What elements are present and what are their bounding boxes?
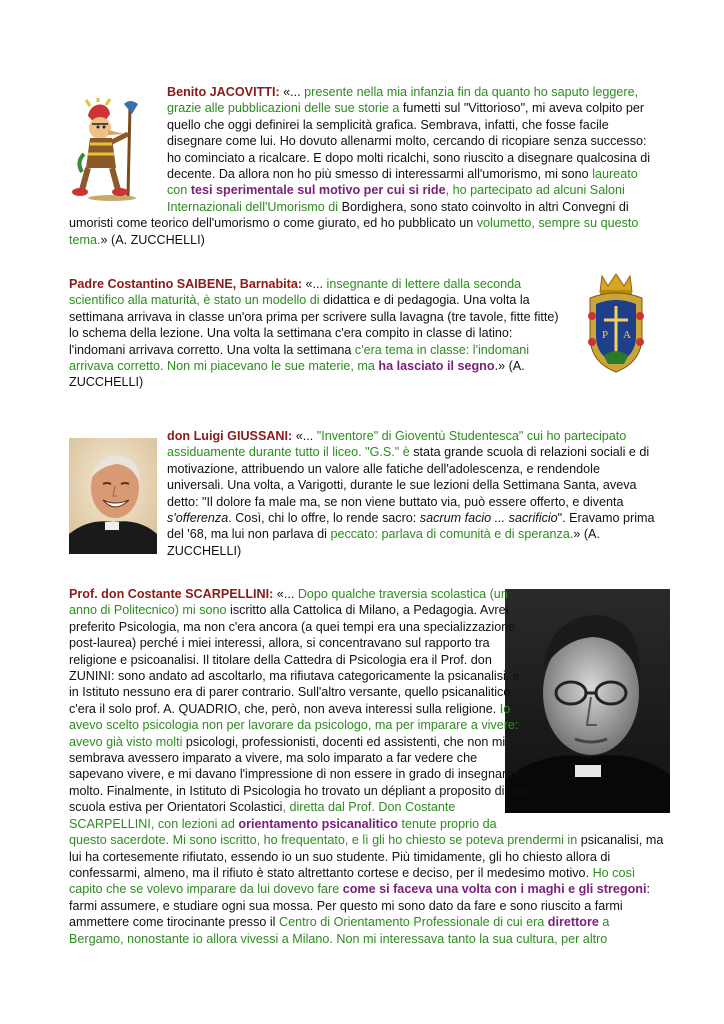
emphasis-text: orientamento psicanalitico xyxy=(238,816,398,831)
highlight-text: Centro di Orientamento Professionale di cui era xyxy=(278,915,548,930)
emphasis-text: ha lasciato il segno xyxy=(378,359,495,374)
highlight-text: insegnante di lettere dalla seconda scientifico alla maturità, è stato un modello di xyxy=(69,277,522,308)
quote-open: «... xyxy=(302,277,327,291)
image-spacer xyxy=(69,428,167,560)
image-spacer xyxy=(69,84,167,214)
entry-saibene xyxy=(69,276,559,391)
body-text: . Così, chi lo offre, lo rende sacro: xyxy=(228,511,420,526)
body-text: Bordighera, sono stato coinvolto in altri Convegni di umoristi come teorico dell'umorismo o come giurato, ed ho pubblicato un xyxy=(69,199,629,231)
highlight-text: a Bergamo, nonostante io allora vivessi a Milano. Non mi interessava tanto la sua cultura, per altro xyxy=(69,915,610,946)
body-text: fumetti sul "Vittorioso", mi aveva colpito per quello che oggi definirei la semplicità grafica. Sembrava, infatti, che fosse facile disegnare come lui. Ho dovuto allenarmi molto, cercando di ricopiare senza successo: ho cominciato a ricalcare. E dopo molti ricalchi, sono riuscito a disegnare qualcosina di decente. Da allora non ho più smesso di interessarmi all'umorismo, mi sono xyxy=(167,101,651,182)
highlight-text: Dopo qualche traversia scolastica (un anno di Politecnico) mi sono xyxy=(69,587,508,618)
highlight-text: c'era tema in classe: l'indomani arrivava corretto. Non mi piacevano le sue materie, ma xyxy=(69,342,530,374)
entry-jacovitti xyxy=(69,84,659,248)
crest-letter-right: A xyxy=(623,329,631,341)
entry-giussani xyxy=(69,428,659,560)
highlight-text: "Inventore" di Gioventù Studentesca" cui ho partecipato assiduamente durante tutto il liceo. "G.S." è xyxy=(167,429,627,460)
body-text: psicanalisi, ma lui ha cortesemente rifiutato, essendo io un suo studente. Più timidamente, gli ho chiesto allora di confessarmi, almeno, ma il rifiuto è stato altrettanto cortese e deciso, per il medesimo motivo. xyxy=(69,833,664,880)
highlight-text: tenute proprio da questo sacerdote. Mi sono iscritto, ho frequentato, e lì gli ho chiesto se poteva prendermi in xyxy=(69,816,578,848)
highlight-text: Ho così capito che se volevo imparare da lui dovevo fare xyxy=(69,865,636,897)
attribution: » (A. ZUCCHELLI) xyxy=(100,232,205,247)
highlight-text: presente nella mia infanzia fin da quanto ho saputo leggere, grazie alle pubblicazioni delle sue storie a xyxy=(167,85,639,116)
body-text: ". Eravamo prima del '68, ma lui non parlava di xyxy=(167,511,655,542)
emphasis-text: come si faceva una volta con i maghi e gli stregoni xyxy=(339,882,647,897)
barnabite-crest-image xyxy=(584,272,648,376)
attribution: .» (A. ZUCCHELLI) xyxy=(69,359,525,390)
crest-letter-left: P xyxy=(602,329,609,341)
image-spacer xyxy=(529,586,665,822)
body-text: didattica e di pedagogia. Una volta la settimana arrivava in classe un'ora prima per scrivere sulla lavagna (tre tavole, fitte fitte) lo schema della lezione. Una volta la settimana c'era compito in classe di latino: l'indomani arrivava corretto. Una volta la settimana xyxy=(69,293,559,357)
entry-scarpellini xyxy=(69,586,665,947)
entry-name: don Luigi GIUSSANI: xyxy=(167,429,293,443)
body-text: psicologi, professionisti, docenti ed assistenti, che non mi sembrava avessero imparato a vivere, ma solo imparato a far vedere che sapevano vivere, e mi davano l'impressione di non essere in grado di insegnarmi molto. Finalmente, in Istituto di Psicologia ho trovato un dépliant a proposito di una scuola estiva per Orientatori Scolastici xyxy=(69,734,529,815)
emphasis-text: tesi sperimentale sul motivo per cui si ride xyxy=(190,183,446,198)
body-text: iscritto alla Cattolica di Milano, a Pedagogia. Avrei preferito Psicologia, ma non c'era ancora (a quei tempi era una specializzazione post-laurea) perché i miei interessi, allora, si concentravano sul rapporto tra religione e psicoanalisi. Il titolare della Cattedra di Psicologia era il Prof. don ZUNINI: sono andato ad ascoltarlo, ma rifiutava categoricamente la psicanalisi, e in Istituto nessuno era di parer contrario. Sull'altro versante, quello psicanalitico, c'era il solo prof. A. QUADRIO, che, però, non aveva interessi sulla religione. xyxy=(69,603,520,716)
entry-name: Padre Costantino SAIBENE, Barnabita: xyxy=(69,277,303,291)
emphasis-text: direttore xyxy=(547,915,599,930)
body-text: : farmi assumere, e studiare ogni sua mossa. Per questo mi sono dato da fare e sono riuscito a farmi ammettere come tirocinante presso il xyxy=(69,882,650,930)
highlight-text: peccato: parlava di comunità e di speranza. xyxy=(330,527,574,542)
highlight-text: , ho partecipato ad alcuni Saloni Internazionali dell'Umorismo di xyxy=(167,183,625,214)
quote-open: «... xyxy=(279,85,305,99)
entry-name: Prof. don Costante SCARPELLINI: xyxy=(69,587,274,601)
highlight-text: laureato con xyxy=(167,167,638,198)
attribution: » (A. ZUCCHELLI) xyxy=(167,527,600,558)
italic-text: s'offerenza xyxy=(167,511,229,526)
italic-text: sacrum facio ... sacrificio xyxy=(419,511,558,526)
highlight-text: volumetto, sempre su questo tema. xyxy=(69,216,639,247)
quote-open: «... xyxy=(292,429,317,443)
entry-name: Benito JACOVITTI: xyxy=(167,85,280,99)
body-text: stata grande scuola di relazioni sociali e di motivazione, attribuendo un valore alle fatiche dell'adolescenza, e rendendole universali. Una volta, a Varigotti, durante le sue lezioni della Settimana Santa, aveva detto: "Il dolore fa male ma, se non viene buttato via, può essere offerto, e diventa xyxy=(167,445,650,509)
highlight-text: , diretta dal Prof. Don Costante SCARPELLINI, con lezioni ad xyxy=(69,800,456,831)
quote-open: «... xyxy=(273,587,298,601)
highlight-text: Io avevo scelto psicologia non per lavorare da psicologo, ma per imparare a vivere: avevo già visto molti xyxy=(69,701,519,749)
